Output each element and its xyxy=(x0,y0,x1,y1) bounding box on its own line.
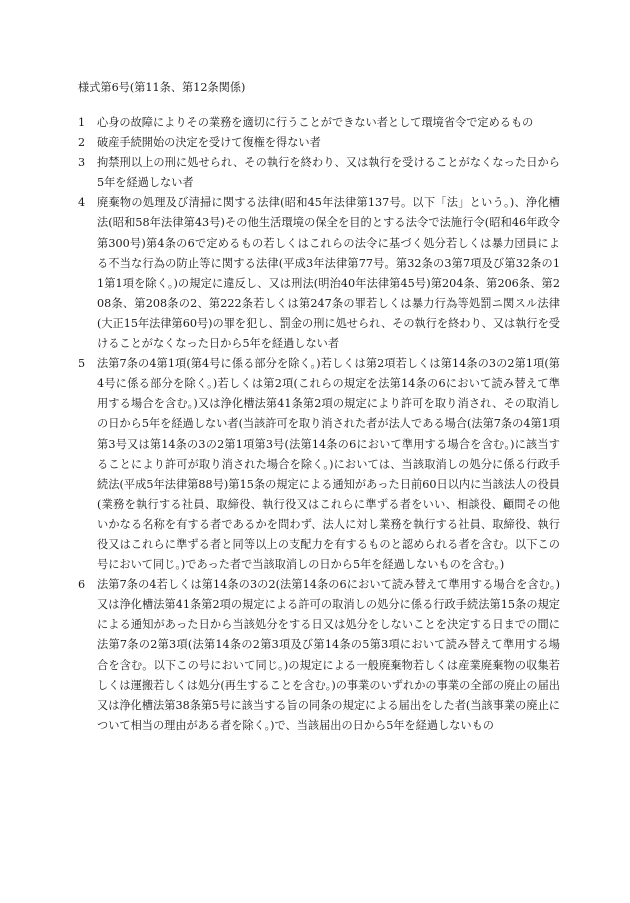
list-item-4 xyxy=(78,193,560,354)
item-number: 1 xyxy=(78,116,86,129)
list-item-1 xyxy=(78,113,560,133)
item-number: 3 xyxy=(78,156,86,170)
item-text: 廃棄物の処理及び清掃に関する法律(昭和45年法律第137号。以下「法」という。)、浄化槽法(昭和58年法律第43号)その他生活環境の保全を目的とする法令で法施行令(昭和46年政令第300号)第4条の6で定めるもの若しくはこれらの法令に基づく処分若しくは暴力団員による不当な行為の防止等に関する法律(平成3年法律第77号。第32条の3第7項及び第32条の11第1項を除く。)の規定に違反し、又は刑法(明治40年法律第45号)第204条、第206条、第208条、第208条の2、第222条若しくは第247条の罪若しくは暴力行為等処罰ニ関スル法律(大正15年法律第60号)の罪を犯し、罰金の刑に処せられ、その執行を終わり、又は執行を受けることがなくなった日から5年を経過しない者 xyxy=(97,196,560,351)
item-number: 4 xyxy=(78,196,86,210)
list-item-2 xyxy=(78,133,560,153)
form-title: 様式第6号(第11条、第12条関係) xyxy=(78,81,246,94)
list-item-3 xyxy=(78,153,560,193)
item-text: 拘禁刑以上の刑に処せられ、その執行を終わり、又は執行を受けることがなくなった日から5年を経過しない者 xyxy=(97,156,560,190)
item-text: 心身の故障によりその業務を適切に行うことができない者として環境省令で定めるもの xyxy=(97,116,534,129)
disqualification-list xyxy=(78,113,560,736)
list-item-5 xyxy=(78,354,560,575)
item-number: 2 xyxy=(78,136,86,150)
item-text: 法第7条の4第1項(第4号に係る部分を除く。)若しくは第2項若しくは第14条の3の2第1項(第4号に係る部分を除く。)若しくは第2項(これらの規定を法第14条の6において読み替えて準用する場合を含む。)又は浄化槽法第41条第2項の規定により許可を取り消され、その取消しの日から5年を経過しない者(当該許可を取り消された者が法人である場合(法第7条の4第1項第3号又は第14条の3の2第1項第3号(法第14条の6において準用する場合を含む。)に該当することにより許可が取り消された場合を除く。)においては、当該取消しの処分に係る行政手続法(平成5年法律第88号)第15条の規定による通知があった日前60日以内に当該法人の役員(業務を執行する社員、取締役、執行役又はこれらに準ずる者をいい、相談役、顧問その他いかなる名称を有する者であるかを問わず、法人に対し業務を執行する社員、取締役、執行役又はこれらに準ずる者と同等以上の支配力を有するものと認められる者を含む。以下この号において同じ。)であった者で当該取消しの日から5年を経過しないものを含む。) xyxy=(97,357,560,572)
list-item-6 xyxy=(78,575,560,736)
item-number: 5 xyxy=(78,357,86,371)
item-text: 法第7条の4若しくは第14条の3の2(法第14条の6において読み替えて準用する場合を含む。)又は浄化槽法第41条第2項の規定による許可の取消しの処分に係る行政手続法第15条の規定による通知があった日から当該処分をする日又は処分をしないことを決定する日までの間に法第7条の2第3項(法第14条の2第3項及び第14条の5第3項において読み替えて準用する場合を含む。以下この号において同じ。)の規定による一般廃棄物若しくは産業廃棄物の収集若しくは運搬若しくは処分(再生することを含む。)の事業のいずれかの事業の全部の廃止の届出又は浄化槽法第38条第5号に該当する旨の同条の規定による届出をした者(当該事業の廃止について相当の理由がある者を除く。)で、当該届出の日から5年を経過しないもの xyxy=(97,578,560,732)
item-number: 6 xyxy=(78,578,86,592)
item-text: 破産手続開始の決定を受けて復権を得ない者 xyxy=(97,136,321,150)
